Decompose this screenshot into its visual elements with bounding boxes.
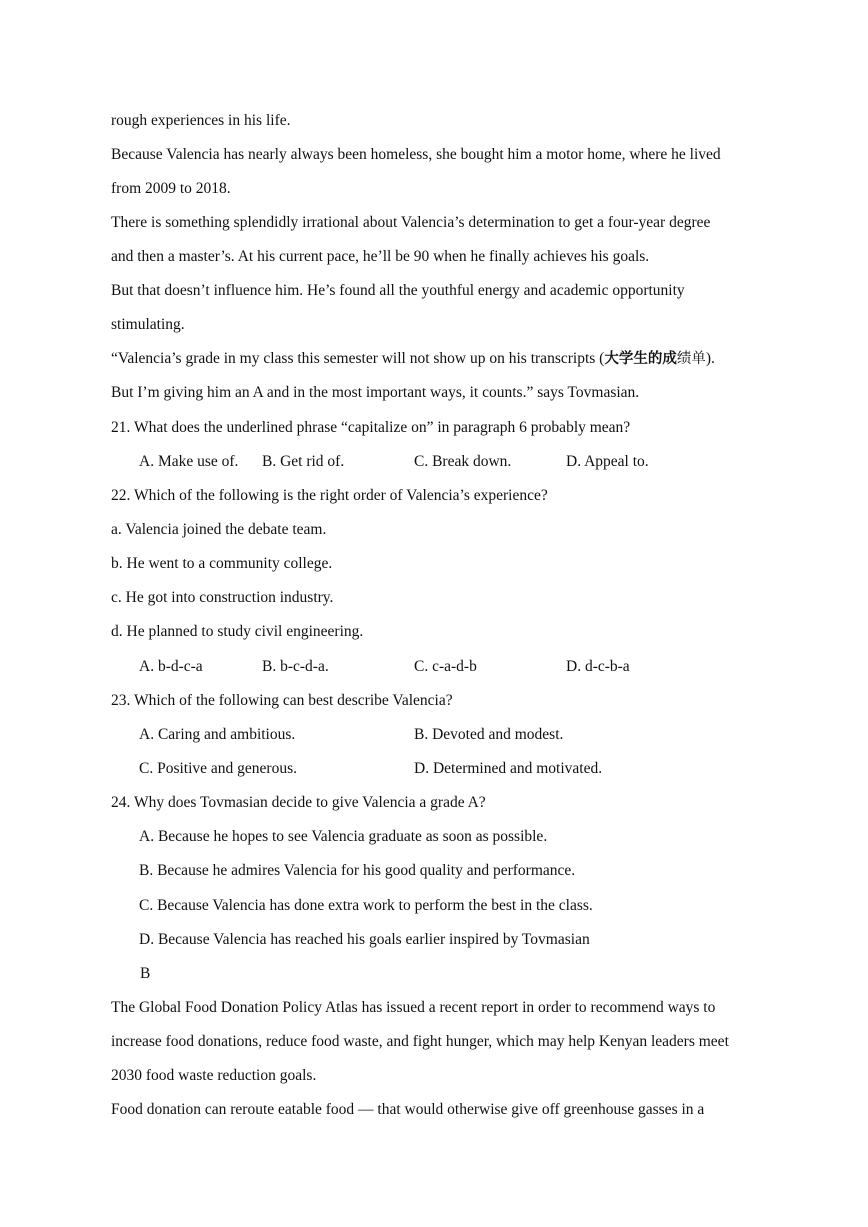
chinese-gloss: 绩单	[676, 351, 706, 367]
q23-option-d: D. Determined and motivated.	[414, 760, 603, 777]
quote-line-2: But I’m giving him an A and in the most important ways, it counts.” says Tovmasian.	[111, 384, 640, 401]
q22-item: d. He planned to study civil engineering.	[111, 623, 364, 640]
q23-option-c: C. Positive and generous.	[139, 760, 297, 777]
passage-a-line: rough experiences in his life.	[111, 112, 291, 129]
q23-option-b: B. Devoted and modest.	[414, 726, 564, 743]
passage-b-line: 2030 food waste reduction goals.	[111, 1067, 317, 1084]
question-21-stem: 21. What does the underlined phrase “capitalize on” in paragraph 6 probably mean?	[111, 419, 631, 436]
chinese-gloss-bold: 大学生的成	[604, 351, 677, 367]
quote-text: “Valencia’s grade in my class this semester will not show up on his transcripts (	[111, 350, 605, 367]
q22-option-c: C. c-a-d-b	[414, 658, 477, 675]
question-22-stem: 22. Which of the following is the right order of Valencia’s experience?	[111, 487, 548, 504]
q21-option-b: B. Get rid of.	[262, 453, 345, 470]
passage-b-line: increase food donations, reduce food waste, and fight hunger, which may help Kenyan leaders meet	[111, 1033, 729, 1050]
q21-option-a: A. Make use of.	[139, 453, 239, 470]
q23-option-a: A. Caring and ambitious.	[139, 726, 296, 743]
question-24-stem: 24. Why does Tovmasian decide to give Valencia a grade A?	[111, 794, 486, 811]
passage-b-line: The Global Food Donation Policy Atlas has issued a recent report in order to recommend ways to	[111, 999, 716, 1016]
passage-a-line: stimulating.	[111, 316, 185, 333]
passage-a-line: Because Valencia has nearly always been homeless, she bought him a motor home, where he lived	[111, 146, 721, 163]
passage-a-line: from 2009 to 2018.	[111, 180, 231, 197]
quote-close: ).	[705, 350, 715, 367]
question-23-stem: 23. Which of the following can best describe Valencia?	[111, 692, 453, 709]
q24-option-b: B. Because he admires Valencia for his good quality and performance.	[139, 862, 576, 879]
q22-option-b: B. b-c-d-a.	[262, 658, 329, 675]
q22-item: a. Valencia joined the debate team.	[111, 521, 327, 538]
q22-item: b. He went to a community college.	[111, 555, 333, 572]
q24-option-c: C. Because Valencia has done extra work to perform the best in the class.	[139, 897, 593, 914]
passage-a-line: But that doesn’t influence him. He’s found all the youthful energy and academic opportunity	[111, 282, 685, 299]
q24-option-a: A. Because he hopes to see Valencia graduate as soon as possible.	[139, 828, 548, 845]
q24-option-d: D. Because Valencia has reached his goals earlier inspired by Tovmasian	[139, 931, 590, 948]
q21-option-c: C. Break down.	[414, 453, 512, 470]
passage-b-label: B	[140, 965, 151, 982]
q22-item: c. He got into construction industry.	[111, 589, 334, 606]
q22-option-d: D. d-c-b-a	[566, 658, 630, 675]
quote-line	[111, 349, 715, 369]
passage-a-line: There is something splendidly irrational about Valencia’s determination to get a four-year degree	[111, 214, 711, 231]
passage-b-line: Food donation can reroute eatable food — that would otherwise give off greenhouse gasses in a	[111, 1101, 705, 1118]
q21-option-d: D. Appeal to.	[566, 453, 649, 470]
passage-a-line: and then a master’s. At his current pace, he’ll be 90 when he finally achieves his goals.	[111, 248, 650, 265]
q22-option-a: A. b-d-c-a	[139, 658, 203, 675]
